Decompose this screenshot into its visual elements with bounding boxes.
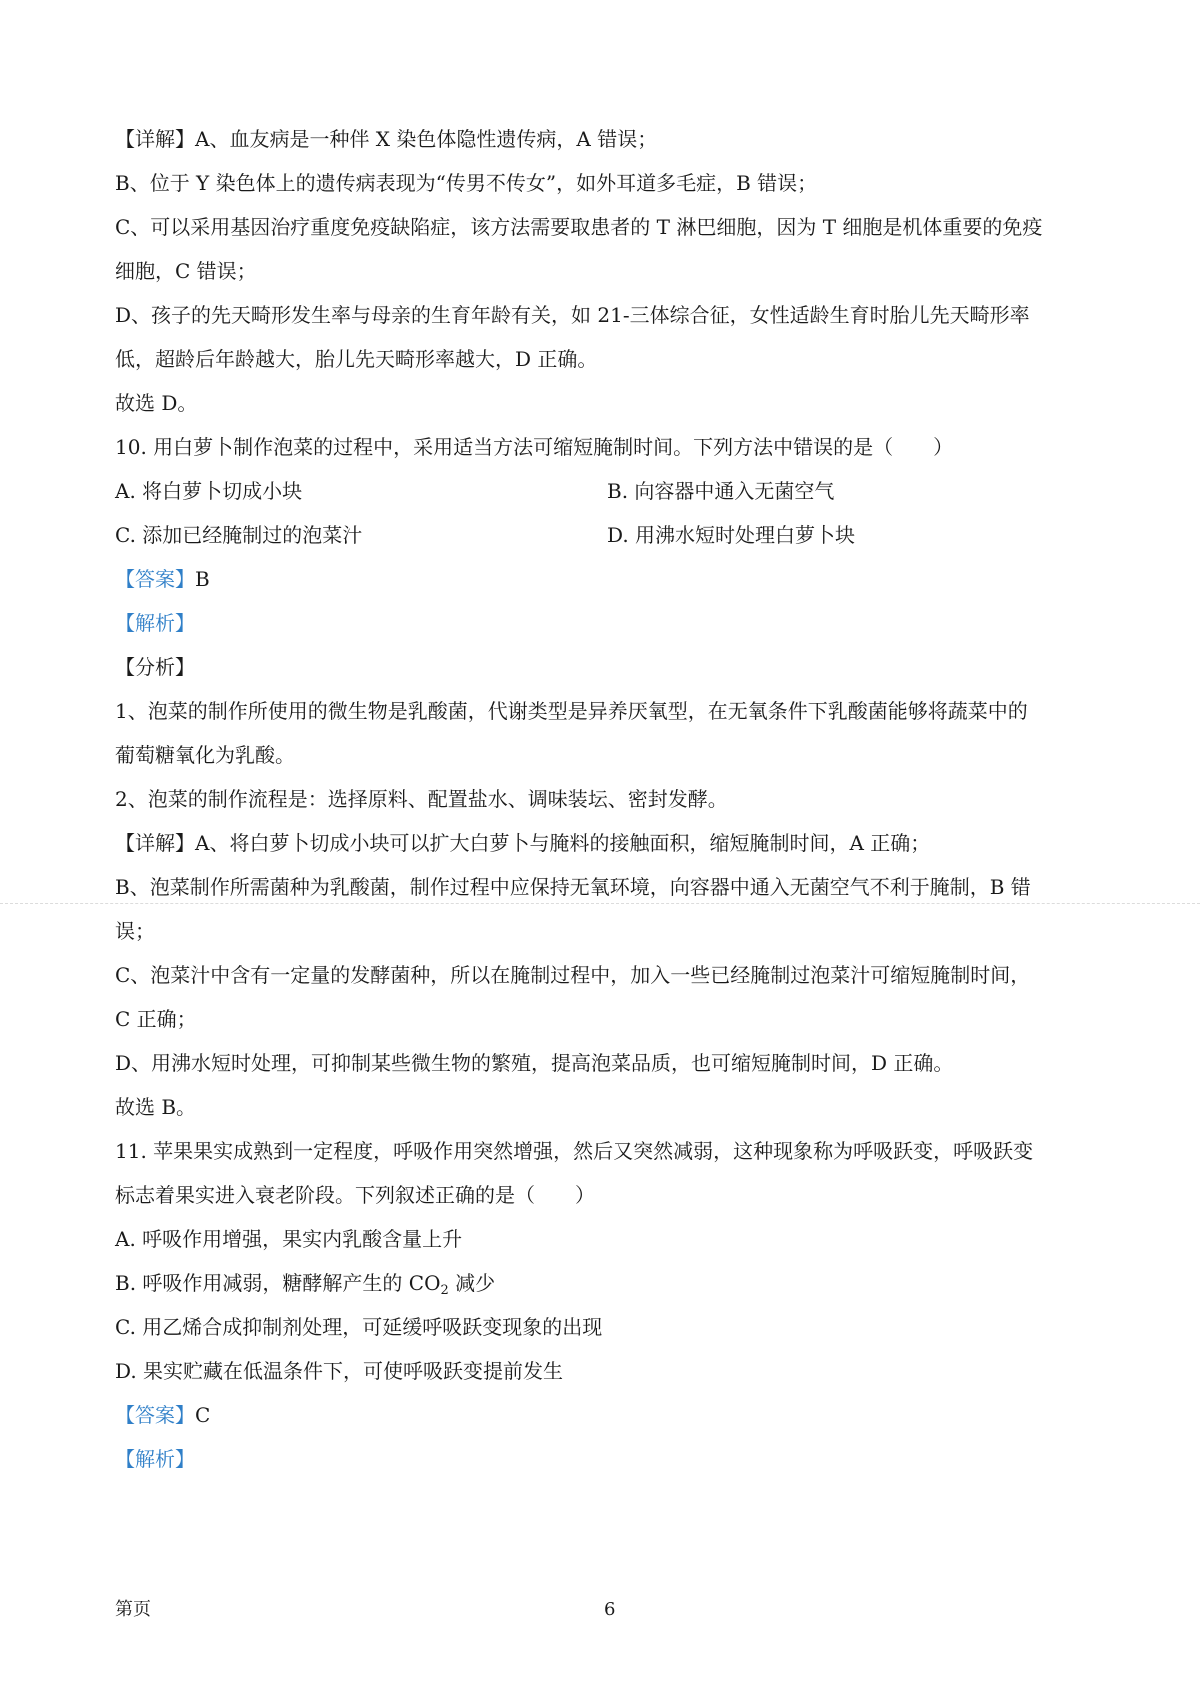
q10-detail-b-line1: B、泡菜制作所需菌种为乳酸菌，制作过程中应保持无氧环境，向容器中通入无菌空气不利于腌制，B 错	[115, 875, 1031, 899]
subscript: 2	[440, 1283, 449, 1298]
footer-page-number: 6	[604, 1599, 616, 1620]
q10-option-d: D. 用沸水短时处理白萝卜块	[607, 523, 856, 547]
q10-detail-a: 【详解】A、将白萝卜切成小块可以扩大白萝卜与腌料的接触面积，缩短腌制时间，A 正确；	[115, 831, 931, 855]
page-divider	[0, 903, 1200, 904]
footer-page-label: 第页	[115, 1599, 151, 1620]
answer-value: B	[195, 567, 210, 591]
q9-detail-c-line1: C、可以采用基因治疗重度免疫缺陷症，该方法需要取患者的 T 淋巴细胞，因为 T 细胞是机体重要的免疫	[115, 215, 1043, 239]
q11-option-d: D. 果实贮藏在低温条件下，可使呼吸跃变提前发生	[115, 1359, 564, 1383]
q9-detail-b: B、位于 Y 染色体上的遗传病表现为“传男不传女”，如外耳道多毛症，B 错误；	[115, 171, 818, 195]
q9-detail-d-line2: 低，超龄后年龄越大，胎儿先天畸形率越大，D 正确。	[115, 347, 598, 371]
q10-option-b: B. 向容器中通入无菌空气	[607, 479, 835, 503]
q11-option-b: B. 呼吸作用减弱，糖酵解产生的 $CO_2$ 减少	[115, 1271, 496, 1298]
q10-fenxi-2: 2、泡菜的制作流程是：选择原料、配置盐水、调味装坛、密封发酵。	[115, 787, 728, 811]
q10-stem: 10. 用白萝卜制作泡菜的过程中，采用适当方法可缩短腌制时间。下列方法中错误的是（ ）	[115, 435, 954, 459]
detail-label: 【详解】	[115, 127, 195, 151]
q11-option-a: A. 呼吸作用增强，果实内乳酸含量上升	[115, 1227, 463, 1251]
answer-value: C	[195, 1403, 211, 1427]
q10-conclusion: 故选 B。	[115, 1095, 197, 1119]
q10-option-c: C. 添加已经腌制过的泡菜汁	[115, 523, 363, 547]
q10-fenxi-1-line1: 1、泡菜的制作所使用的微生物是乳酸菌，代谢类型是异养厌氧型，在无氧条件下乳酸菌能够将蔬菜中的	[115, 699, 1028, 723]
q9-detail-c-line2: 细胞，C 错误；	[115, 259, 257, 283]
q10-option-a: A. 将白萝卜切成小块	[115, 479, 303, 503]
q10-fenxi-label: 【分析】	[115, 655, 195, 679]
q10-fenxi-1-line2: 葡萄糖氧化为乳酸。	[115, 743, 295, 767]
q11-option-c: C. 用乙烯合成抑制剂处理，可延缓呼吸跃变现象的出现	[115, 1315, 603, 1339]
q10-detail-d: D、用沸水短时处理，可抑制某些微生物的繁殖，提高泡菜品质，也可缩短腌制时间，D 正确。	[115, 1051, 954, 1075]
answer-label: 【答案】	[115, 1403, 195, 1427]
q10-analysis-label: 【解析】	[115, 611, 195, 635]
q9-detail-a: 【详解】A、血友病是一种伴 X 染色体隐性遗传病，A 错误；	[115, 127, 658, 151]
q10-detail-b-line2: 误；	[115, 919, 155, 943]
q9-conclusion: 故选 D。	[115, 391, 198, 415]
q10-detail-c-line2: C 正确；	[115, 1007, 197, 1031]
q11-answer	[115, 1402, 210, 1428]
q11-stem-line2: 标志着果实进入衰老阶段。下列叙述正确的是（ ）	[115, 1183, 595, 1207]
q11-analysis-label: 【解析】	[115, 1447, 195, 1471]
q11-stem-line1: 11. 苹果果实成熟到一定程度，呼吸作用突然增强，然后又突然减弱，这种现象称为呼吸跃变，呼吸跃变	[115, 1139, 1034, 1163]
detail-label: 【详解】	[115, 831, 195, 855]
q10-detail-c-line1: C、泡菜汁中含有一定量的发酵菌种，所以在腌制过程中，加入一些已经腌制过泡菜汁可缩短腌制时间，	[115, 963, 1031, 987]
q9-detail-d-line1: D、孩子的先天畸形发生率与母亲的生育年龄有关，如 21-三体综合征，女性适龄生育时胎儿先天畸形率	[115, 303, 1030, 327]
q10-answer	[115, 566, 210, 592]
answer-label: 【答案】	[115, 567, 195, 591]
